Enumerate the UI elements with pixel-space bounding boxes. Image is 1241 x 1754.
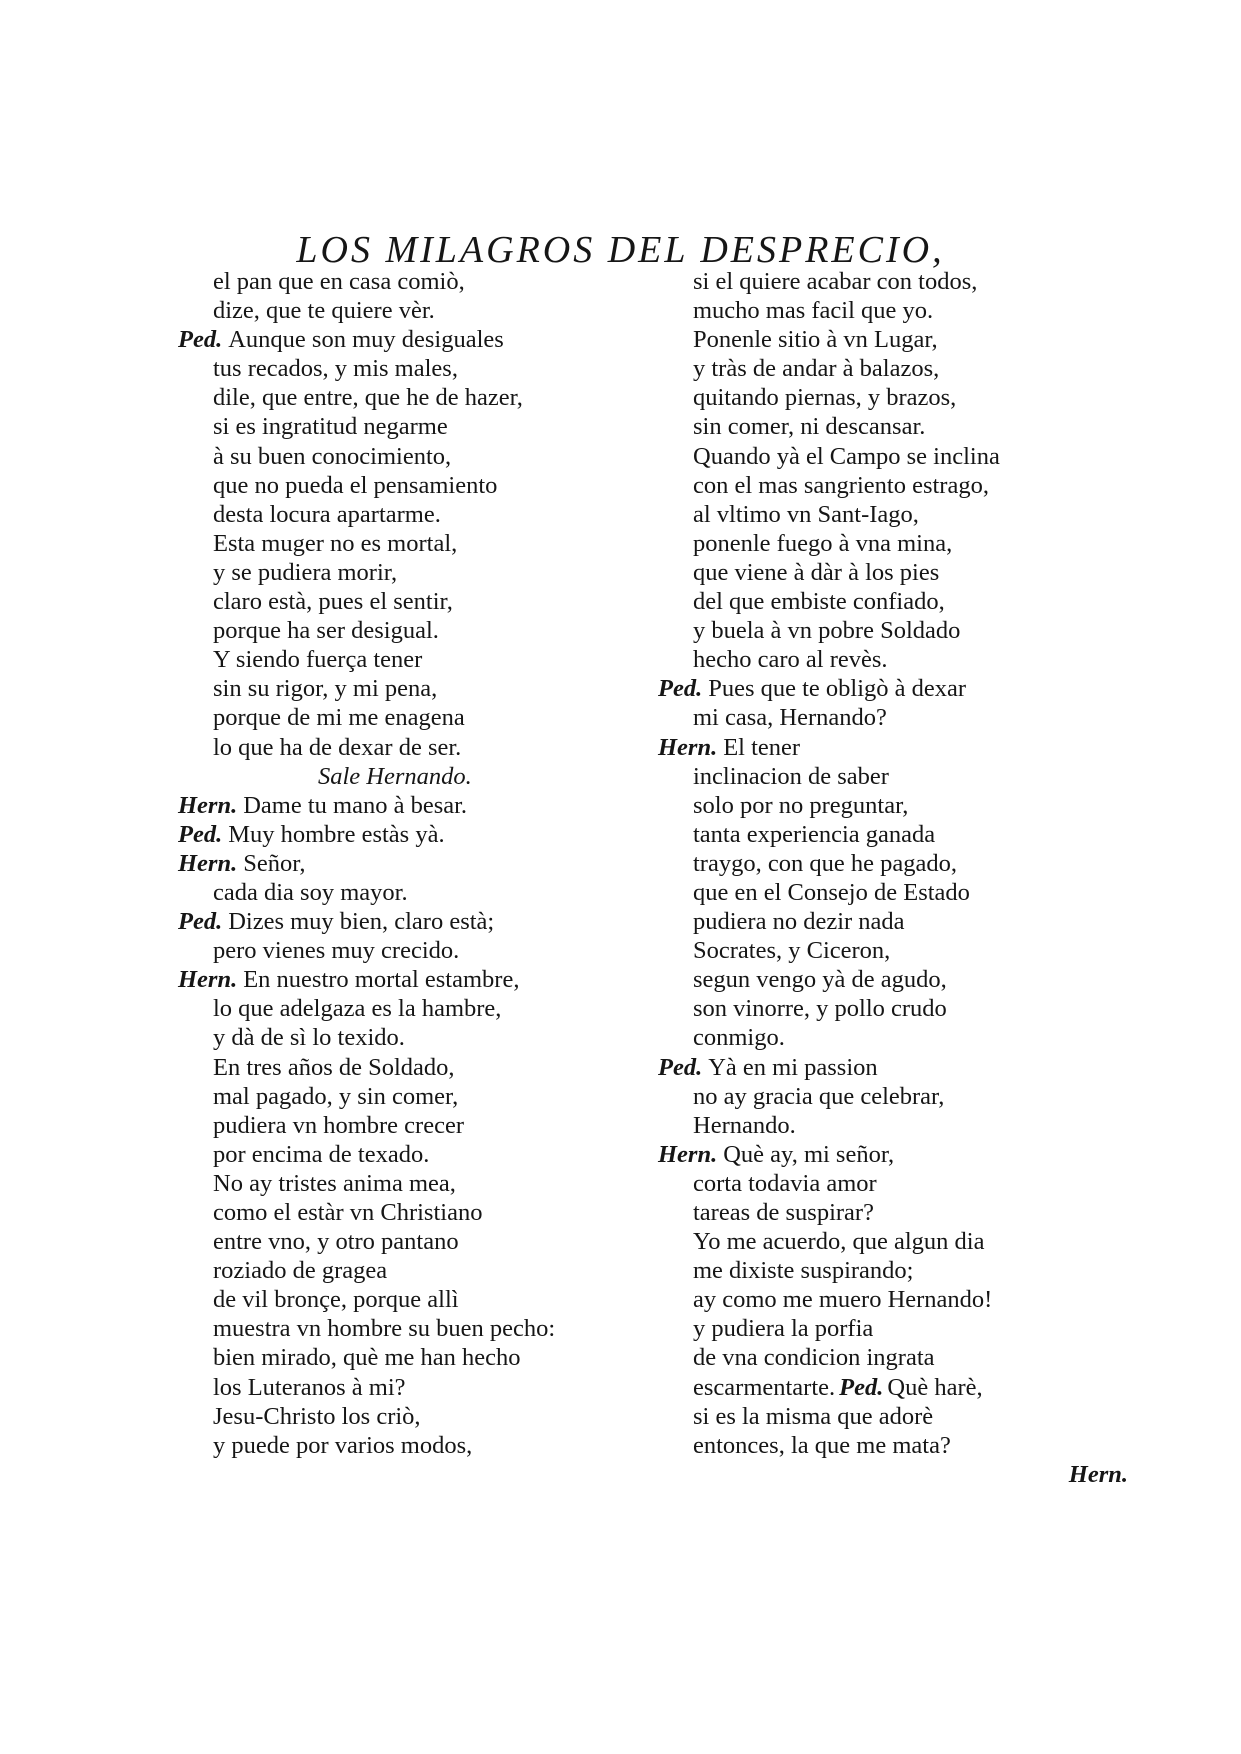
verse-line: al vltimo vn Sant-Iago,	[693, 500, 919, 528]
verse-line: dize, que te quiere vèr.	[213, 297, 435, 325]
verse-line: solo por no preguntar,	[693, 791, 909, 819]
verse-line: Hernando.	[693, 1111, 796, 1139]
verse-line: No ay tristes anima mea,	[213, 1169, 456, 1197]
verse-line: lo que adelgaza es la hambre,	[213, 995, 502, 1023]
verse-text: Què ay, mi señor,	[723, 1140, 895, 1168]
verse-line: desta locura apartarme.	[213, 500, 441, 528]
verse-line: los Luteranos à mi?	[213, 1373, 406, 1401]
verse-line: Ponenle sitio à vn Lugar,	[693, 326, 938, 354]
verse-line: Y siendo fuerça tener	[213, 646, 423, 674]
verse-line: sin su rigor, y mi pena,	[213, 675, 438, 703]
verse-line: cada dia soy mayor.	[213, 878, 408, 906]
verse-line: y dà de sì lo texido.	[213, 1024, 405, 1052]
verse-line: por encima de texado.	[213, 1140, 430, 1168]
verse-text: Muy hombre estàs yà.	[228, 820, 445, 848]
speaker-name: Ped.	[658, 675, 703, 703]
verse-line: tareas de suspirar?	[693, 1199, 874, 1226]
speaker-name: Ped.	[178, 908, 223, 936]
verse-line: à su buen conocimiento,	[213, 442, 452, 470]
verse-line: que en el Consejo de Estado	[693, 878, 970, 906]
verse-line: no ay gracia que celebrar,	[693, 1082, 945, 1110]
verse-line: dile, que entre, que he de hazer,	[213, 384, 523, 412]
verse-line: como el estàr vn Christiano	[213, 1199, 483, 1226]
verse-line: y buela à vn pobre Soldado	[693, 617, 961, 645]
verse-line: Esta muger no es mortal,	[213, 529, 458, 557]
verse-line-with-speaker	[178, 907, 648, 936]
verse-line-with-speaker	[178, 325, 648, 354]
verse-text: Què harè,	[887, 1373, 983, 1401]
verse-line: que viene à dàr à los pies	[693, 558, 940, 586]
verse-line: entonces, la que me mata?	[693, 1431, 951, 1459]
verse-line-with-speaker	[658, 674, 1128, 703]
verse-line-with-speaker	[658, 1373, 1128, 1402]
verse-line: que no pueda el pensamiento	[213, 471, 498, 499]
verse-line-with-speaker	[178, 965, 648, 994]
verse-text: En nuestro mortal estambre,	[243, 966, 520, 994]
verse-text: Yà en mi passion	[708, 1053, 878, 1081]
verse-line: son vinorre, y pollo crudo	[693, 995, 947, 1023]
verse-line: Quando yà el Campo se inclina	[693, 442, 1000, 470]
left-text-column	[178, 267, 648, 1460]
speaker-name: Hern.	[178, 791, 238, 819]
verse-line: Jesu-Christo los criò,	[213, 1402, 421, 1430]
catchword-speaker: Hern.	[1068, 1460, 1128, 1488]
speaker-name: Ped.	[658, 1053, 703, 1081]
right-text-column	[658, 267, 1128, 1489]
verse-line-with-speaker	[658, 1140, 1128, 1169]
verse-line: mal pagado, y sin comer,	[213, 1082, 459, 1110]
verse-line: ponenle fuego à vna mina,	[693, 529, 953, 557]
speaker-name: Hern.	[178, 849, 238, 877]
verse-line: porque de mi me enagena	[213, 704, 465, 732]
verse-text: Aunque son muy desiguales	[228, 326, 504, 354]
verse-line: de vil bronçe, porque allì	[213, 1286, 459, 1314]
speaker-name: Hern.	[658, 733, 718, 761]
verse-line: pudiera no dezir nada	[693, 908, 905, 936]
verse-text: escarmentarte.	[693, 1373, 836, 1401]
verse-line: tanta experiencia ganada	[693, 820, 936, 848]
verse-line-with-speaker	[178, 820, 648, 849]
verse-line: ay como me muero Hernando!	[693, 1286, 993, 1314]
verse-line: y tràs de andar à balazos,	[693, 355, 940, 383]
verse-text: Pues que te obligò à dexar	[708, 675, 967, 703]
verse-line-with-speaker	[178, 849, 648, 878]
verse-line-with-speaker	[178, 791, 648, 820]
verse-line: bien mirado, què me han hecho	[213, 1344, 521, 1372]
verse-line: tus recados, y mis males,	[213, 355, 458, 383]
speaker-name: Ped.	[178, 326, 223, 354]
running-title: LOS MILAGROS DEL DESPRECIO,	[296, 229, 945, 271]
verse-text: Dizes muy bien, claro està;	[228, 908, 495, 936]
verse-text: El tener	[723, 733, 801, 761]
verse-text: Señor,	[243, 849, 306, 877]
verse-text: Dame tu mano à besar.	[243, 791, 468, 819]
verse-line: muestra vn hombre su buen pecho:	[213, 1315, 556, 1343]
verse-line: sin comer, ni descansar.	[693, 413, 926, 441]
verse-line: traygo, con que he pagado,	[693, 849, 957, 877]
verse-line: mi casa, Hernando?	[693, 704, 887, 732]
verse-line: mucho mas facil que yo.	[693, 297, 934, 325]
verse-line-with-speaker	[658, 1053, 1128, 1082]
speaker-name: Ped.	[839, 1373, 884, 1401]
verse-line: Socrates, y Ciceron,	[693, 937, 891, 965]
verse-line: si es ingratitud negarme	[213, 413, 448, 441]
verse-line: me dixiste suspirando;	[693, 1257, 914, 1285]
verse-line-with-speaker	[658, 733, 1128, 762]
verse-line: claro està, pues el sentir,	[213, 588, 453, 616]
verse-line: quitando piernas, y brazos,	[693, 384, 957, 412]
verse-line: inclinacion de saber	[693, 762, 889, 790]
verse-line: y se pudiera morir,	[213, 558, 398, 586]
verse-line: si es la misma que adorè	[693, 1402, 934, 1430]
catchword	[658, 1460, 1128, 1489]
verse-line: y puede por varios modos,	[213, 1431, 473, 1459]
verse-line: En tres años de Soldado,	[213, 1053, 455, 1081]
verse-line: de vna condicion ingrata	[693, 1344, 935, 1372]
verse-line: porque ha ser desigual.	[213, 617, 439, 645]
speaker-name: Hern.	[178, 966, 238, 994]
verse-line: con el mas sangriento estrago,	[693, 471, 989, 499]
verse-line: pudiera vn hombre crecer	[213, 1111, 464, 1139]
verse-line: Yo me acuerdo, que algun dia	[693, 1228, 985, 1256]
verse-line: y pudiera la porfia	[693, 1315, 874, 1343]
verse-line: entre vno, y otro pantano	[213, 1228, 459, 1256]
verse-line: si el quiere acabar con todos,	[693, 268, 978, 295]
verse-line: conmigo.	[693, 1024, 785, 1052]
verse-line: corta todavia amor	[693, 1169, 877, 1197]
verse-line: hecho caro al revès.	[693, 646, 888, 674]
verse-line: del que embiste confiado,	[693, 588, 945, 616]
verse-line: el pan que en casa comiò,	[213, 268, 465, 295]
speaker-name: Hern.	[658, 1140, 718, 1168]
verse-line: segun vengo yà de agudo,	[693, 966, 947, 994]
speaker-name: Ped.	[178, 820, 223, 848]
stage-direction: Sale Hernando.	[318, 762, 472, 790]
verse-line: pero vienes muy crecido.	[213, 937, 460, 965]
verse-line: lo que ha de dexar de ser.	[213, 733, 462, 761]
verse-line: roziado de gragea	[213, 1257, 388, 1285]
